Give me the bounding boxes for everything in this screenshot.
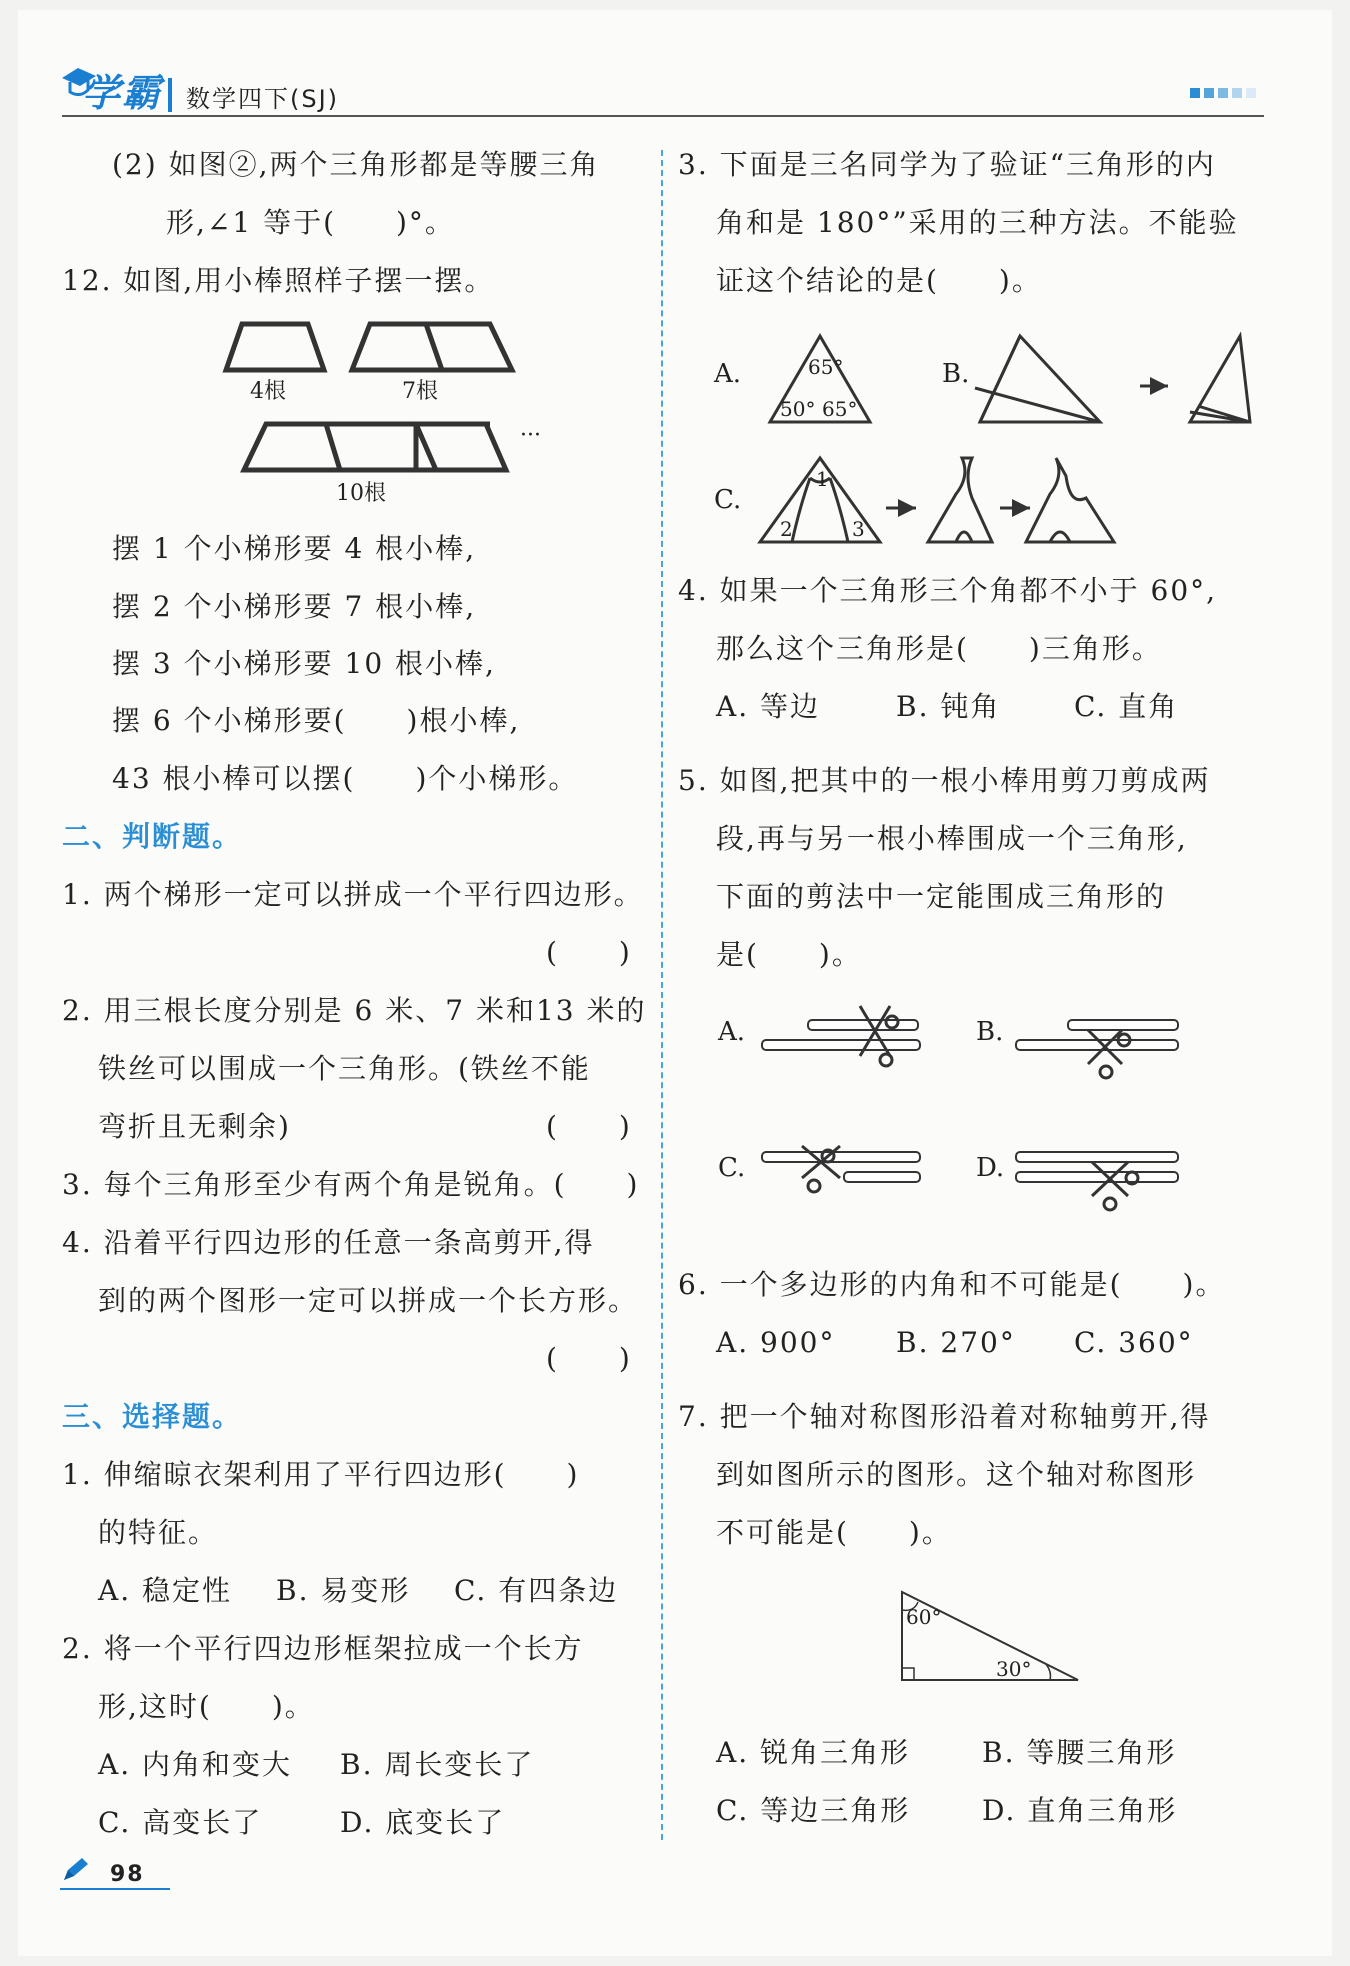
c5-label-a: A. [718,1017,746,1047]
header-rule [62,115,1264,117]
column-divider [661,150,663,1840]
c5-label-b: B. [976,1017,1004,1047]
c3-a-angle-top: 65° [808,355,844,379]
subject-title: 数学四下(SJ) [186,85,340,113]
choice-4-line2: 那么这个三角形是( )三角形。 [716,632,1162,665]
right-triangle-figure [896,1588,1086,1688]
judge-4-paren: ( ) [546,1342,632,1375]
c3-c-num-1: 1 [816,467,829,491]
choice-1-line2: 的特征。 [98,1516,219,1549]
choice-7-option-d: D. 直角三角形 [982,1794,1178,1827]
choice-3-line1: 3. 下面是三名同学为了验证“三角形的内 [678,148,1216,181]
judge-1-paren: ( ) [546,936,632,969]
c3-label-a: A. [714,359,742,389]
choice-4-option-c: C. 直角 [1074,690,1179,723]
q12-line-2: 摆 2 个小梯形要 7 根小棒, [112,590,477,623]
q11-2-line1: (2) 如图②,两个三角形都是等腰三角 [112,148,600,181]
section-2-title: 二、判断题。 [62,820,243,853]
fig12-label-10: 10根 [336,481,386,506]
q12-line-5: 43 根小棒可以摆( )个小梯形。 [112,762,579,795]
choice-4-line1: 4. 如果一个三角形三个角都不小于 60°, [678,574,1218,607]
choice-5-line1: 5. 如图,把其中的一根小棒用剪刀剪成两 [678,764,1211,797]
choice-2-line1: 2. 将一个平行四边形框架拉成一个长方 [62,1632,584,1665]
c3-c-num-2: 2 [780,517,793,541]
judge-3-line1: 3. 每个三角形至少有两个角是锐角。( ) [62,1168,640,1201]
judge-2-line2: 铁丝可以围成一个三角形。(铁丝不能 [98,1052,591,1085]
footer-rule [60,1888,170,1890]
choice-1-option-c: C. 有四条边 [454,1574,619,1607]
c7-angle-60: 60° [906,1605,942,1629]
choice-7-line2: 到如图所示的图形。这个轴对称图形 [716,1458,1197,1491]
choice-2-option-b: B. 周长变长了 [340,1748,535,1781]
choice-6-option-c: C. 360° [1074,1326,1194,1359]
choice-5-line2: 段,再与另一根小棒围成一个三角形, [716,822,1188,855]
fig12-label-7: 7根 [402,379,438,404]
choice-6-line1: 6. 一个多边形的内角和不可能是( )。 [678,1268,1226,1301]
choice-4-option-b: B. 钝角 [896,690,1001,723]
judge-2-paren: ( ) [546,1110,632,1143]
stick-cutting-figure [710,1000,1190,1230]
fig12-dots: ··· [520,423,541,448]
logo-separator [168,78,172,112]
choice-1-option-b: B. 易变形 [276,1574,411,1607]
q12-stem: 12. 如图,用小棒照样子摆一摆。 [62,264,495,297]
choice-5-line4: 是( )。 [716,938,862,971]
c3-label-c: C. [714,485,742,515]
choice-5-line3: 下面的剪法中一定能围成三角形的 [716,880,1167,913]
judge-4-line1: 4. 沿着平行四边形的任意一条高剪开,得 [62,1226,595,1259]
c3-c-num-3: 3 [852,517,865,541]
logo-text: 学霸 [82,71,163,115]
trapezoid-sticks-figure [220,318,560,508]
choice-7-option-b: B. 等腰三角形 [982,1736,1177,1769]
choice-6-option-a: A. 900° [716,1326,836,1359]
judge-2-line1: 2. 用三根长度分别是 6 米、7 米和13 米的 [62,994,647,1027]
c3-label-b: B. [942,359,970,389]
choice-1-line1: 1. 伸缩晾衣架利用了平行四边形( ) [62,1458,580,1491]
judge-4-line2: 到的两个图形一定可以拼成一个长方形。 [98,1284,639,1317]
choice-2-option-d: D. 底变长了 [340,1806,506,1839]
header-square-5 [1246,88,1256,98]
fig12-label-4: 4根 [250,379,286,404]
choice-7-option-c: C. 等边三角形 [716,1794,911,1827]
pencil-icon [60,1856,90,1886]
choice-7-line1: 7. 把一个轴对称图形沿着对称轴剪开,得 [678,1400,1211,1433]
c5-label-d: D. [976,1153,1005,1183]
choice-4-option-a: A. 等边 [716,690,821,723]
header-square-3 [1218,88,1228,98]
angle-sum-methods-figure [710,326,1270,556]
choice-2-option-c: C. 高变长了 [98,1806,263,1839]
q12-line-3: 摆 3 个小梯形要 10 根小棒, [112,647,496,680]
choice-2-option-a: A. 内角和变大 [98,1748,293,1781]
choice-3-line3: 证这个结论的是( )。 [716,264,1042,297]
q12-line-4: 摆 6 个小梯形要( )根小棒, [112,704,521,737]
q11-2-line2: 形,∠1 等于( )°。 [166,206,455,239]
choice-6-option-b: B. 270° [896,1326,1016,1359]
header-square-2 [1204,88,1214,98]
page-number: 98 [110,1862,145,1887]
choice-3-line2: 角和是 180°”采用的三种方法。不能验 [716,206,1239,239]
choice-7-line3: 不可能是( )。 [716,1516,952,1549]
c3-a-angle-left: 50° [780,397,816,421]
header-square-4 [1232,88,1242,98]
section-3-title: 三、选择题。 [62,1400,243,1433]
choice-1-option-a: A. 稳定性 [98,1574,233,1607]
c3-a-angle-right: 65° [822,397,858,421]
choice-2-line2: 形,这时( )。 [98,1690,315,1723]
c5-label-c: C. [718,1153,746,1183]
judge-2-line3: 弯折且无剩余) [98,1110,291,1143]
choice-7-option-a: A. 锐角三角形 [716,1736,911,1769]
judge-1-line1: 1. 两个梯形一定可以拼成一个平行四边形。 [62,878,644,911]
header-square-1 [1190,88,1200,98]
q12-line-1: 摆 1 个小梯形要 4 根小棒, [112,532,477,565]
c7-angle-30: 30° [996,1657,1032,1681]
